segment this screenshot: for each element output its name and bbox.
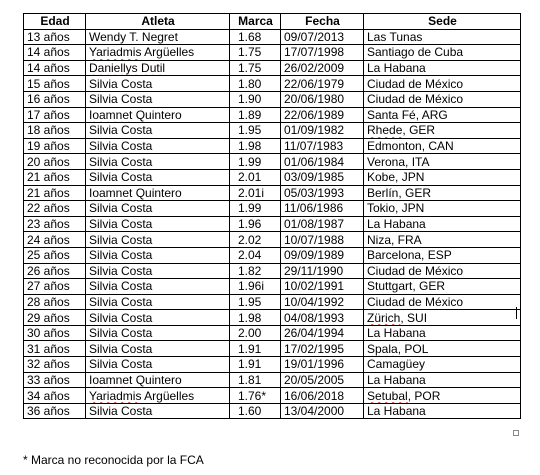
cell-edad: 14 años [24,45,86,61]
cell-fecha: 22/06/1989 [281,107,364,123]
cell-sede: Ciudad de México [364,76,521,92]
cell-marca: 2.01 [230,169,281,185]
cell-marca: 1.76* [230,388,281,404]
cell-fecha: 20/06/1980 [281,91,364,107]
cell-atleta: Silvia Costa [86,263,230,279]
cell-marca: 1.99 [230,154,281,170]
spellcheck-word: Dutil [141,61,166,76]
table-row [24,247,521,263]
cell-fecha: 10/02/1991 [281,279,364,295]
table-row [24,294,521,310]
cell-edad: 33 años [24,372,86,388]
cell-edad: 13 años [24,29,86,45]
header-atleta: Atleta [86,14,230,30]
spellcheck-word: Ioamnet [89,372,133,387]
cell-sede: Setubal, POR [364,388,521,404]
cell-marca: 1.95 [230,294,281,310]
cell-marca: 2.04 [230,247,281,263]
cell-marca: 1.89 [230,107,281,123]
cell-edad: 27 años [24,279,86,295]
table-resize-handle[interactable] [516,307,517,319]
spellcheck-word: Setubal [367,388,408,403]
cell-marca: 1.75 [230,60,281,76]
spellcheck-word: Daniellys [89,61,138,76]
cell-edad: 16 años [24,91,86,107]
cell-atleta: Silvia Costa [86,201,230,217]
cell-edad: 36 años [24,403,86,419]
table-row [24,325,521,341]
cell-marca: 1.95 [230,123,281,139]
cell-sede: Ciudad de México [364,263,521,279]
cell-edad: 25 años [24,247,86,263]
cell-marca: 1.91 [230,357,281,373]
cell-edad: 28 años [24,294,86,310]
cell-atleta: Silvia Costa [86,123,230,139]
cell-sede: Tokio, JPN [364,201,521,217]
table-row [24,76,521,92]
cell-fecha: 29/11/1990 [281,263,364,279]
cell-sede: Zürich, SUI [364,310,521,326]
cell-sede: Niza, FRA [364,232,521,248]
cell-sede: Santa Fé, ARG [364,107,521,123]
cell-edad: 15 años [24,76,86,92]
cell-edad: 26 años [24,263,86,279]
cell-atleta: Silvia Costa [86,279,230,295]
table-row [24,91,521,107]
cell-marca: 1.81 [230,372,281,388]
cell-edad: 20 años [24,154,86,170]
cell-atleta [86,60,230,76]
cell-atleta: Silvia Costa [86,216,230,232]
spellcheck-word: Zürich [367,310,401,325]
cell-marca: 1.98 [230,310,281,326]
cell-fecha: 11/07/1983 [281,138,364,154]
cell-atleta: Silvia Costa [86,341,230,357]
cell-atleta: Silvia Costa [86,403,230,419]
table-row [24,185,521,201]
cell-edad: 21 años [24,169,86,185]
table-row [24,232,521,248]
cell-atleta: Ioamnet Quintero [86,372,230,388]
table-row [24,123,521,139]
cell-sede: Kobe, JPN [364,169,521,185]
cell-sede: La Habana [364,325,521,341]
cell-edad: 17 años [24,107,86,123]
spellcheck-word: Ioamnet [89,185,133,200]
cell-atleta: Silvia Costa [86,138,230,154]
cell-marca: 2.02 [230,232,281,248]
cell-edad: 31 años [24,341,86,357]
cell-marca: 1.80 [230,76,281,92]
cell-fecha: 09/09/1989 [281,247,364,263]
table-row [24,107,521,123]
cell-marca: 1.99 [230,201,281,217]
cell-atleta: Silvia Costa [86,294,230,310]
table-row [24,216,521,232]
cell-fecha: 17/02/1995 [281,341,364,357]
table-row [24,372,521,388]
spellcheck-word: Rhede [367,123,403,138]
cell-edad: 18 años [24,123,86,139]
table-row [24,310,521,326]
header-row [24,14,521,30]
spellcheck-word: Yariadmis [89,45,142,60]
table-row [24,60,521,76]
cell-edad: 22 años [24,201,86,217]
footnote: * Marca no reconocida por la FCA [23,453,204,467]
cell-fecha: 09/07/2013 [281,29,364,45]
cell-sede: Rhede, GER [364,123,521,139]
cell-sede: Berlín, GER [364,185,521,201]
cell-atleta: Silvia Costa [86,169,230,185]
cell-marca: 1.60 [230,403,281,419]
cell-fecha: 04/08/1993 [281,310,364,326]
header-marca: Marca [230,14,281,30]
cell-edad: 32 años [24,357,86,373]
cell-marca: 1.96 [230,216,281,232]
cell-edad: 30 años [24,325,86,341]
cell-sede: Las Tunas [364,29,521,45]
records-table [23,13,521,419]
table-row [24,45,521,61]
cell-atleta: Yariadmis Argüelles [86,45,230,61]
cell-fecha: 11/06/1986 [281,201,364,217]
cell-edad: 29 años [24,310,86,326]
cell-fecha: 13/04/2000 [281,403,364,419]
cell-edad: 19 años [24,138,86,154]
cell-marca: 1.90 [230,91,281,107]
cell-sede: Spala, POL [364,341,521,357]
table-row [24,357,521,373]
cell-sede: La Habana [364,60,521,76]
cell-marca: 1.98 [230,138,281,154]
table-row [24,388,521,404]
table-row [24,169,521,185]
table-corner-resize-handle[interactable] [513,430,519,436]
cell-atleta: Ioamnet Quintero [86,107,230,123]
cell-marca: 1.68 [230,29,281,45]
cell-fecha: 05/03/1993 [281,185,364,201]
cell-atleta: Silvia Costa [86,76,230,92]
cell-edad: 34 años [24,388,86,404]
cell-sede: La Habana [364,403,521,419]
cell-atleta: Silvia Costa [86,310,230,326]
cell-sede: La Habana [364,372,521,388]
cell-fecha: 16/06/2018 [281,388,364,404]
table-row [24,341,521,357]
cell-sede: Ciudad de México [364,91,521,107]
cell-edad: 14 años [24,60,86,76]
cell-sede: La Habana [364,216,521,232]
cell-atleta: Yariadmis Argüelles [86,388,230,404]
cell-atleta: Ioamnet Quintero [86,185,230,201]
cell-marca: 2.01i [230,185,281,201]
table-row [24,154,521,170]
table-row [24,201,521,217]
cell-sede: Edmonton, CAN [364,138,521,154]
table-row [24,138,521,154]
cell-atleta: Silvia Costa [86,325,230,341]
cell-marca: 1.91 [230,341,281,357]
table-row [24,263,521,279]
cell-fecha: 10/04/1992 [281,294,364,310]
cell-fecha: 17/07/1998 [281,45,364,61]
cell-fecha: 10/07/1988 [281,232,364,248]
cell-marca: 1.82 [230,263,281,279]
cell-marca: 1.96i [230,279,281,295]
spellcheck-word: Ioamnet [89,107,133,122]
cell-fecha: 26/04/1994 [281,325,364,341]
cell-sede: Stuttgart, GER [364,279,521,295]
cell-marca: 1.75 [230,45,281,61]
header-edad: Edad [24,14,86,30]
cell-fecha: 01/06/1984 [281,154,364,170]
cell-marca: 2.00 [230,325,281,341]
cell-atleta: Silvia Costa [86,91,230,107]
spellcheck-word: Yariadmis [89,388,142,403]
cell-sede: Barcelona, ESP [364,247,521,263]
cell-edad: 21 años [24,185,86,201]
cell-sede: Santiago de Cuba [364,45,521,61]
cell-fecha: 19/01/1996 [281,357,364,373]
header-fecha: Fecha [281,14,364,30]
cell-edad: 24 años [24,232,86,248]
cell-atleta: Silvia Costa [86,154,230,170]
cell-fecha: 03/09/1985 [281,169,364,185]
spellcheck-word: Spala [367,341,398,356]
cell-atleta: Silvia Costa [86,357,230,373]
table-row [24,279,521,295]
header-sede: Sede [364,14,521,30]
cell-fecha: 26/02/2009 [281,60,364,76]
cell-edad: 23 años [24,216,86,232]
cell-fecha: 22/06/1979 [281,76,364,92]
cell-fecha: 01/08/1987 [281,216,364,232]
cell-atleta: Wendy T. Negret [86,29,230,45]
table-row [24,29,521,45]
cell-sede: Camagüey [364,357,521,373]
cell-atleta: Silvia Costa [86,247,230,263]
cell-sede: Ciudad de México [364,294,521,310]
cell-atleta: Silvia Costa [86,232,230,248]
table-row [24,403,521,419]
cell-fecha: 20/05/2005 [281,372,364,388]
cell-sede: Verona, ITA [364,154,521,170]
cell-fecha: 01/09/1982 [281,123,364,139]
